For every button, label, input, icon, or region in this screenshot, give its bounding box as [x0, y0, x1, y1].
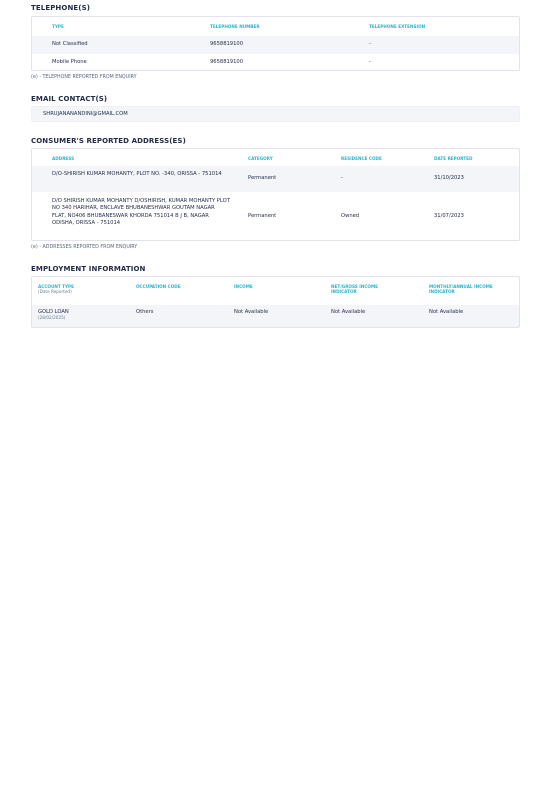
header-telephone-extension: TELEPHONE EXTENSION	[369, 24, 426, 29]
cell-extension: -	[369, 59, 371, 65]
cell-category: Permanent	[248, 213, 277, 219]
employment-header-row	[32, 277, 519, 303]
cell-extension: -	[369, 41, 371, 47]
header-category: CATEGORY	[248, 156, 273, 161]
cell-income: Not Available	[234, 309, 269, 315]
cell-occupation-code: Others	[136, 309, 154, 315]
cell-date-reported: (28/02/2025)	[38, 315, 66, 320]
employment-title: EMPLOYMENT INFORMATION	[31, 265, 146, 273]
cell-number: 9658819100	[210, 59, 244, 65]
header-type: TYPE	[52, 24, 64, 29]
addresses-table	[31, 148, 520, 241]
header-occupation-code: OCCUPATION CODE	[136, 284, 181, 289]
header-income: INCOME	[234, 284, 253, 289]
cell-address: D/O SHIRISH KUMAR MOHANTY D/OSHIRISH, KUMAR MOHANTY PLOT NO 340 HARIHAR, ENCLAVE BHUBANESHWAR GOUTAM NAGAR FLAT, NO406 BHUBANESWAR KHORDA 751014 B J B, NAGAR ODISHA, ORISSA - 751014	[52, 198, 230, 227]
addresses-title: CONSUMER'S REPORTED ADDRESS(ES)	[31, 137, 186, 145]
telephones-footnote: (e) - TELEPHONE REPORTED FROM ENQUIRY	[31, 75, 137, 80]
addresses-header-row	[32, 149, 519, 166]
addresses-footnote: (e) - ADDRESSES REPORTED FROM ENQUIRY	[31, 245, 138, 250]
header-net-gross-income-indicator: NET/GROSS INCOME INDICATOR	[331, 284, 378, 294]
cell-type: Not Classified	[52, 41, 88, 47]
telephones-title: TELEPHONE(S)	[31, 4, 91, 12]
employment-table	[31, 276, 520, 328]
table-row	[32, 305, 519, 328]
header-monthly-annual-income-indicator: MONTHLY/ANNUAL INCOME INDICATOR	[429, 284, 493, 294]
header-residence-code: RESIDENCE CODE	[341, 156, 382, 161]
header-date-reported: DATE REPORTED	[434, 156, 473, 161]
cell-net-gross: Not Available	[331, 309, 366, 315]
telephones-header-row	[32, 17, 519, 36]
cell-residence-code: Owned	[341, 213, 360, 219]
cell-type: Mobile Phone	[52, 59, 87, 65]
header-date-reported: (Date Reported)	[38, 288, 72, 294]
cell-number: 9658819100	[210, 41, 244, 47]
cell-account-type	[38, 309, 69, 321]
cell-category: Permanent	[248, 175, 277, 181]
cell-account-type-value: GOLD LOAN	[38, 309, 69, 315]
cell-address: D/O-SHIRISH KUMAR MOHANTY, PLOT NO. -340, ORISSA - 751014	[52, 171, 222, 177]
header-account-type	[38, 285, 74, 294]
header-account-type-label: ACCOUNT TYPE	[38, 284, 74, 289]
email-box	[31, 106, 520, 122]
cell-monthly-annual: Not Available	[429, 309, 464, 315]
header-telephone-number: TELEPHONE NUMBER	[210, 24, 260, 29]
cell-date-reported: 31/10/2023	[434, 175, 464, 181]
header-address: ADDRESS	[52, 156, 75, 161]
table-row	[32, 192, 519, 241]
email-title: EMAIL CONTACT(S)	[31, 95, 108, 103]
table-row	[32, 54, 519, 71]
email-value: SHRUJANANANDINI@GMAIL.COM	[43, 111, 128, 117]
cell-date-reported: 31/07/2023	[434, 213, 464, 219]
cell-residence-code: -	[341, 175, 343, 181]
table-row	[32, 36, 519, 54]
table-row	[32, 166, 519, 192]
table-row	[32, 107, 519, 122]
telephones-table	[31, 16, 520, 71]
